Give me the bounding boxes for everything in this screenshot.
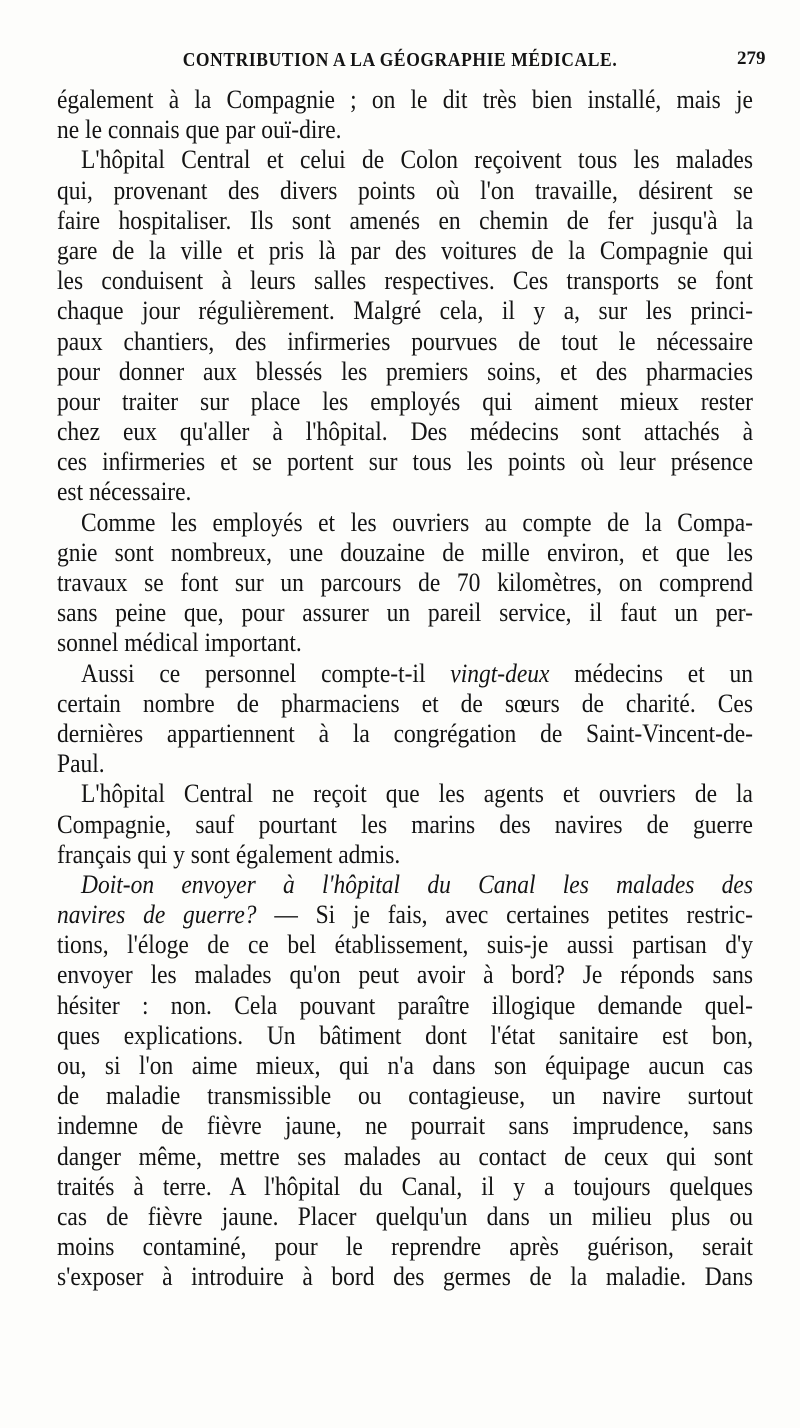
text-line: gare de la ville et pris là par des voitures de la Compagnie qui bbox=[57, 236, 753, 266]
text-line: L'hôpital Central ne reçoit que les agents et ouvriers de la bbox=[81, 779, 753, 809]
text-segment: — Si je fais, avec certaines petites restric- bbox=[256, 900, 753, 930]
text-line: gnie sont nombreux, une douzaine de mille environ, et que les bbox=[57, 538, 753, 568]
text-line bbox=[57, 657, 753, 691]
text-line: envoyer les malades qu'on peut avoir à bord? Je réponds sans bbox=[57, 960, 753, 990]
text-line: est nécessaire. bbox=[57, 477, 192, 507]
text-line: paux chantiers, des infirmeries pourvues de tout le nécessaire bbox=[57, 326, 753, 357]
text-line: hésiter : non. Cela pouvant paraître illogique demande quel- bbox=[57, 991, 753, 1021]
text-line: Comme les employés et les ouvriers au compte de la Compa- bbox=[81, 508, 753, 538]
text-line: de maladie transmissible ou contagieuse, un navire surtout bbox=[57, 1081, 753, 1111]
text-line: tions, l'éloge de ce bel établissement, suis-je aussi partisan d'y bbox=[57, 930, 753, 960]
text-segment: médecins et un bbox=[549, 658, 753, 689]
text-line: pour donner aux blessés les premiers soins, et des pharmacies bbox=[57, 357, 753, 387]
text-line: dernières appartiennent à la congrégation de Saint-Vincent-de- bbox=[57, 719, 753, 749]
text-line: qui, provenant des divers points où l'on travaille, désirent se bbox=[57, 175, 753, 206]
text-line: moins contaminé, pour le reprendre après guérison, serait bbox=[57, 1232, 753, 1262]
text-line: également à la Compagnie ; on le dit très bien installé, mais je bbox=[57, 85, 753, 115]
text-line: Paul. bbox=[57, 749, 105, 779]
section-heading-end: navires de guerre? bbox=[57, 900, 257, 930]
text-line: pour traiter sur place les employés qui aiment mieux rester bbox=[57, 387, 753, 417]
text-line: sans peine que, pour assurer un pareil service, il faut un per- bbox=[57, 598, 753, 628]
text-line: traités à terre. A l'hôpital du Canal, il y a toujours quelques bbox=[57, 1172, 753, 1202]
text-line: travaux se font sur un parcours de 70 kilomètres, on comprend bbox=[57, 568, 753, 598]
text-line: sonnel médical important. bbox=[57, 628, 302, 658]
text-line: ou, si l'on aime mieux, qui n'a dans son équipage aucun cas bbox=[57, 1051, 753, 1081]
text-line: faire hospitaliser. Ils sont amenés en chemin de fer jusqu'à la bbox=[57, 206, 753, 236]
page-header bbox=[0, 48, 800, 76]
text-line: français qui y sont également admis. bbox=[57, 840, 401, 870]
body-text bbox=[57, 85, 753, 1293]
text-line bbox=[57, 898, 753, 932]
page-number: 279 bbox=[737, 48, 766, 69]
text-line: Compagnie, sauf pourtant les marins des navires de guerre bbox=[57, 809, 753, 840]
text-line: certain nombre de pharmaciens et de sœurs de charité. Ces bbox=[57, 689, 753, 719]
running-title: CONTRIBUTION A LA GÉOGRAPHIE MÉDICALE. bbox=[182, 48, 618, 71]
text-line: ques explications. Un bâtiment dont l'état sanitaire est bon, bbox=[57, 1021, 753, 1051]
text-segment: Aussi ce personnel compte-t-il bbox=[81, 658, 451, 689]
text-line: chaque jour régulièrement. Malgré cela, il y a, sur les princi- bbox=[57, 296, 753, 326]
text-line: L'hôpital Central et celui de Colon reçoivent tous les malades bbox=[81, 145, 753, 175]
text-line: cas de fièvre jaune. Placer quelqu'un dans un milieu plus ou bbox=[57, 1202, 753, 1232]
section-heading: Doit-on envoyer à l'hôpital du Canal les malades des bbox=[81, 870, 753, 900]
italic-term: vingt-deux bbox=[450, 658, 550, 689]
text-line: les conduisent à leurs salles respectives. Ces transports se font bbox=[57, 266, 753, 296]
text-line: ces infirmeries et se portent sur tous les points où leur présence bbox=[57, 447, 753, 477]
text-line: s'exposer à introduire à bord des germes de la maladie. Dans bbox=[57, 1262, 753, 1292]
text-line: danger même, mettre ses malades au contact de ceux qui sont bbox=[57, 1141, 753, 1172]
text-line: ne le connais que par ouï-dire. bbox=[57, 115, 342, 145]
text-line: indemne de fièvre jaune, ne pourrait sans imprudence, sans bbox=[57, 1111, 753, 1141]
text-line: chez eux qu'aller à l'hôpital. Des médecins sont attachés à bbox=[57, 417, 753, 447]
